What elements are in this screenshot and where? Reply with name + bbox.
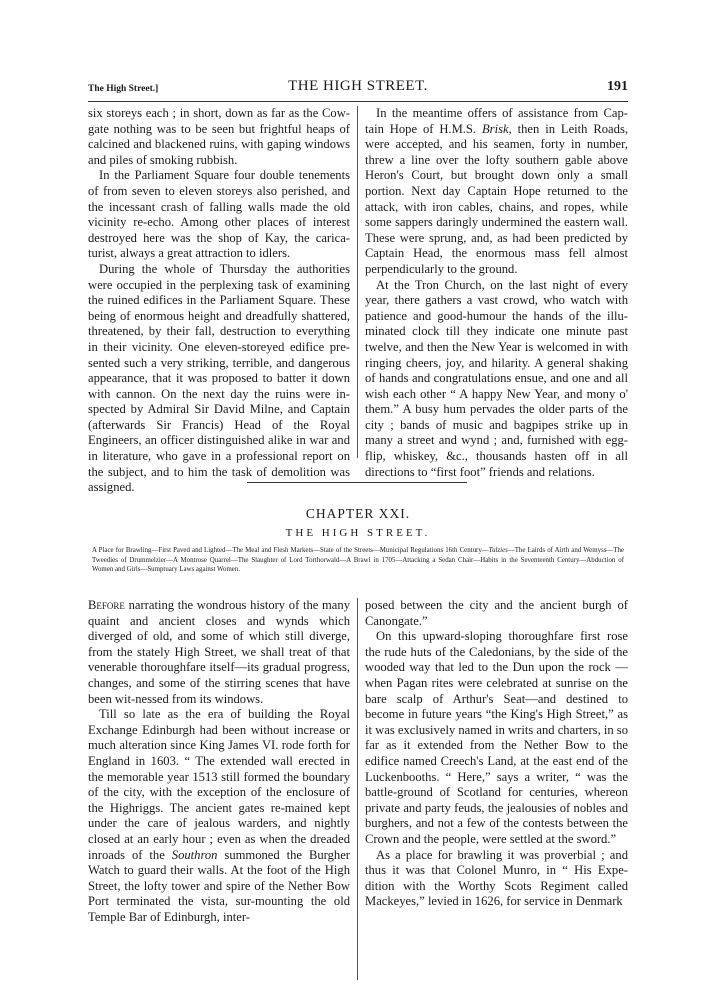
paragraph (88, 707, 350, 925)
text-run: In the meantime offers of assistance from Cap-tain Hope of H.M.S. (365, 106, 628, 136)
section-divider (247, 482, 467, 483)
chapter-synopsis (92, 546, 624, 575)
bottom-right-column (365, 598, 628, 910)
paragraph: In the Parliament Square four double tenements of from seven to eleven storeys also perished, and the incessant crash of falling walls made the old vicinity re-echo. Among other places of interest destroyed here was the shop of Kay, the carica-turist, always a great attraction to idlers. (88, 168, 350, 261)
running-head-section: The High Street.] (88, 84, 159, 94)
synopsis-text: A Place for Brawling—First Paved and Lighted—The Meal and Flesh Markets—State of the Streets—Municipal Regulations 16th Century— (92, 547, 489, 554)
top-left-column (88, 106, 350, 496)
paragraph (88, 598, 350, 707)
column-divider (357, 598, 358, 980)
text-run: narrating the wondrous history of the many quaint and ancient closes and wynds which diverged of old, and some of which still diverge, from the stately High Street, we shall treat of that venerable thoroughfare itself—its gradual progress, changes, and some of the stirring scenes that have been wit-nessed from its windows. (88, 598, 350, 706)
ship-name: Brisk (481, 121, 509, 136)
paragraph (365, 106, 628, 278)
bottom-left-column (88, 598, 350, 925)
paragraph: During the whole of Thursday the authorities were occupied in the perplexing task of examining the ruined edifices in the Parliament Square. These being of enormous height and dreadfully shattered, threatened, by their fall, destruction to everything in their vicinity. One eleven-storeyed edifice pre-sented such a very striking, terrible, and dangerous appearance, that it was proposed to batter it down with cannon. On the next day the ruins were in-spected by Admiral Sir David Milne, and Captain (afterwards Sir Francis) Head of the Royal Engineers, an officer distinguished alike in war and in literature, who gave in a professional report on the subject, and to him the task of demolition was assigned. (88, 261, 350, 495)
top-right-column (365, 106, 628, 480)
running-head (88, 78, 628, 100)
paragraph: On this upward-sloping thoroughfare first rose the rude huts of the Caledonians, by the side of the wooded way that led to the Dun upon the rock —when Pagan rites were celebrated at sunrise on the bare scalp of Arthur's Seat—and destined to become in future years “the King's High Street,” as it was exclusively named in writs and charters, in so far as it extended from the Nether Bow to the edifice named Creech's Land, at the east end of the Luckenbooths. “ Here,” says a writer, “ was the battle-ground of Scotland for centuries, whereon private and party feuds, the jealousies of nobles and burghers, and not a few of the contests between the Crown and the people, were settled at the sword.” (365, 629, 629, 846)
opening-word: Before (88, 598, 125, 612)
text-run: summoned the Burgher Watch to guard their walls. At the foot of the High Street, the lofty tower and spire of the Nether Bow Port terminated the vista, sur-mounting the old Temple Bar of Edinburgh, inter- (88, 847, 350, 924)
italic-term: Southron (171, 847, 218, 862)
paragraph: As a place for brawling it was proverbial ; and thus it was that Colonel Munro, in “ His Expe-dition with the Worthy Scots Regiment called Mackeyes,” levied in 1626, for service in Denmark (365, 847, 628, 909)
synopsis-text: —The Lairds of Airth and Wemyss—The Tweedies of Drummelzier—A Montrose Quarrel—The Slaughter of Lord Torthorwald—A Brawl in 1705—Attacking a Sedan Chair—Habits in the Seventeenth Century—Abduction of Women and Girls—Sumptuary Laws against Women. (92, 547, 624, 574)
synopsis-italic: Tulzies (488, 547, 508, 554)
chapter-title: THE HIGH STREET. (285, 527, 431, 539)
column-divider (357, 106, 358, 458)
paragraph: posed between the city and the ancient burgh of Canongate.” (365, 598, 628, 628)
text-run: , then in Leith Roads, were accepted, and his seamen, forty in number, threw a line over the lofty southern gable above Heron's Court, but brought down only a small portion. Next day Captain Hope returned to the attack, with iron cables, chains, and ropes, while some sappers daringly undermined the eastern wall. These were sprung, and, as had been predicted by Captain Head, the enormous mass fell almost perpendicularly to the ground. (365, 121, 628, 276)
chapter-number: CHAPTER XXI. (305, 506, 411, 521)
text-run: Till so late as the era of building the Royal Exchange Edinburgh had been without increase or much alteration since King James VI. rode forth for England in 1603. “ The extended wall erected in the memorable year 1513 still formed the boundary of the city, with the exception of the enclosure of the Highriggs. The ancient gates re-mained kept under the care of jealous warders, and nightly closed at an early hour ; even as when the dreaded inroads of the (88, 707, 350, 862)
paragraph: At the Tron Church, on the last night of every year, there gathers a vast crowd, who watch with patience and good-humour the hands of the illu-minated clock till they indicate one minute past twelve, and then the New Year is welcomed in with ringing cheers, joy, and hilarity. A general shaking of hands and congratulations ensue, and one and all wish each other “ A happy New Year, and mony o' them.” A busy hum pervades the older parts of the city ; bands of music and bagpipes strike up in many a street and wynd ; and, furnished with egg-flip, whiskey, &c., thousands hasten off in all directions to “first foot” friends and relations. (365, 277, 628, 479)
paragraph: six storeys each ; in short, down as far as the Cow-gate nothing was to be seen but frightful heaps of calcined and blackened ruins, with gaping windows and piles of smoking rubbish. (88, 106, 350, 167)
header-rule (88, 101, 628, 102)
page-number: 191 (607, 79, 628, 94)
running-head-title: THE HIGH STREET. (288, 78, 428, 94)
